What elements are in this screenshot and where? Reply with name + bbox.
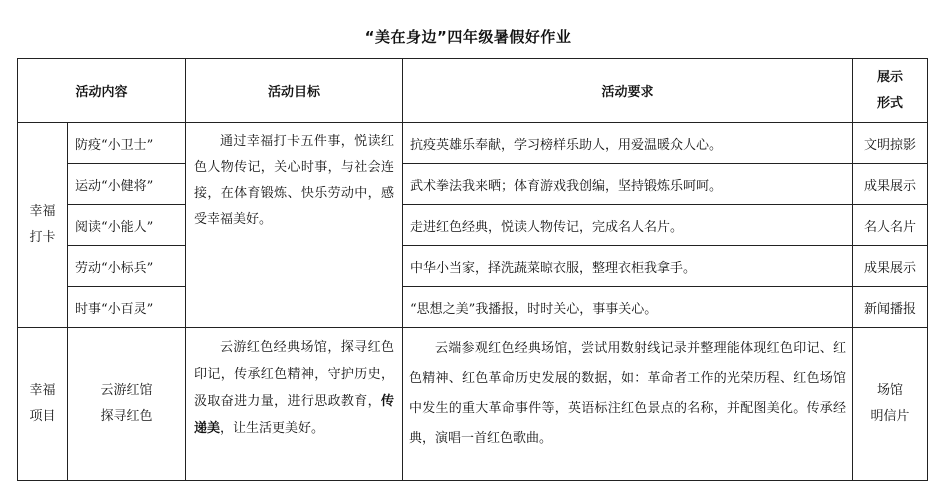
activity-cell: 阅读“小能人” xyxy=(68,205,186,246)
header-content: 活动内容 xyxy=(18,59,186,123)
section2-goal-text-end: ，让生活更美好。 xyxy=(220,421,325,436)
activity-cell: 运动“小健将” xyxy=(68,164,186,205)
table-row xyxy=(18,287,928,328)
section1-label xyxy=(18,123,68,328)
table-row xyxy=(18,205,928,246)
section2-label xyxy=(18,328,68,481)
header-row xyxy=(18,59,928,123)
form-cell: 文明掠影 xyxy=(853,123,928,164)
requirement-cell: 走进红色经典，悦读人物传记，完成名人名片。 xyxy=(403,205,853,246)
document-title: “美在身边”四年级暑假好作业 xyxy=(364,28,572,46)
header-requirement: 活动要求 xyxy=(403,59,853,123)
table-row xyxy=(18,328,928,481)
section2-goal-bold: 传递美 xyxy=(194,394,395,436)
section2-form-line1: 场馆 xyxy=(877,383,904,398)
section2-goal-text: 云游红色经典场馆，探寻红色印记，传承红色精神，守护历史，汲取奋进力量，进行思政教育， xyxy=(194,340,395,409)
section2-goal xyxy=(186,328,403,481)
requirement-cell: “思想之美”我播报，时时关心，事事关心。 xyxy=(403,287,853,328)
table-row xyxy=(18,164,928,205)
section2-form xyxy=(853,328,928,481)
requirement-cell: 武术拳法我来晒；体育游戏我创编，坚持锻炼乐呵呵。 xyxy=(403,164,853,205)
header-form-line1: 展示 xyxy=(877,69,904,85)
section1-goal: 通过幸福打卡五件事，悦读红色人物传记，关心时事，与社会连接，在体育锻炼、快乐劳动中，感受幸福美好。 xyxy=(186,123,403,328)
section2-form-line2: 明信片 xyxy=(870,409,910,424)
section1-label-line2: 打卡 xyxy=(29,230,56,245)
section2-requirement: 云端参观红色经典场馆，尝试用数射线记录并整理能体现红色印记、红色精神、红色革命历史发展的数据，如：革命者工作的光荣历程、红色场馆中发生的重大革命事件等，英语标注红色景点的名称，并配图美化。传承经典，演唱一首红色歌曲。 xyxy=(403,328,853,481)
header-form-line2: 形式 xyxy=(877,95,904,111)
form-cell: 名人名片 xyxy=(853,205,928,246)
header-goal: 活动目标 xyxy=(186,59,403,123)
homework-table xyxy=(17,58,928,481)
section1-label-line1: 幸福 xyxy=(29,204,56,219)
table-row xyxy=(18,123,928,164)
activity-cell: 时事“小百灵” xyxy=(68,287,186,328)
section2-activity xyxy=(68,328,186,481)
requirement-cell: 中华小当家，择洗蔬菜晾衣服，整理衣柜我拿手。 xyxy=(403,246,853,287)
activity-cell: 劳动“小标兵” xyxy=(68,246,186,287)
form-cell: 成果展示 xyxy=(853,164,928,205)
header-form xyxy=(853,59,928,123)
section2-label-line1: 幸福 xyxy=(29,383,56,398)
requirement-cell: 抗疫英雄乐奉献，学习榜样乐助人，用爱温暖众人心。 xyxy=(403,123,853,164)
section2-label-line2: 项目 xyxy=(29,409,56,424)
form-cell: 新闻播报 xyxy=(853,287,928,328)
form-cell: 成果展示 xyxy=(853,246,928,287)
activity-cell: 防疫“小卫士” xyxy=(68,123,186,164)
table-row xyxy=(18,246,928,287)
section2-activity-line1: 云游红馆 xyxy=(100,383,153,398)
section2-activity-line2: 探寻红色 xyxy=(100,409,153,424)
